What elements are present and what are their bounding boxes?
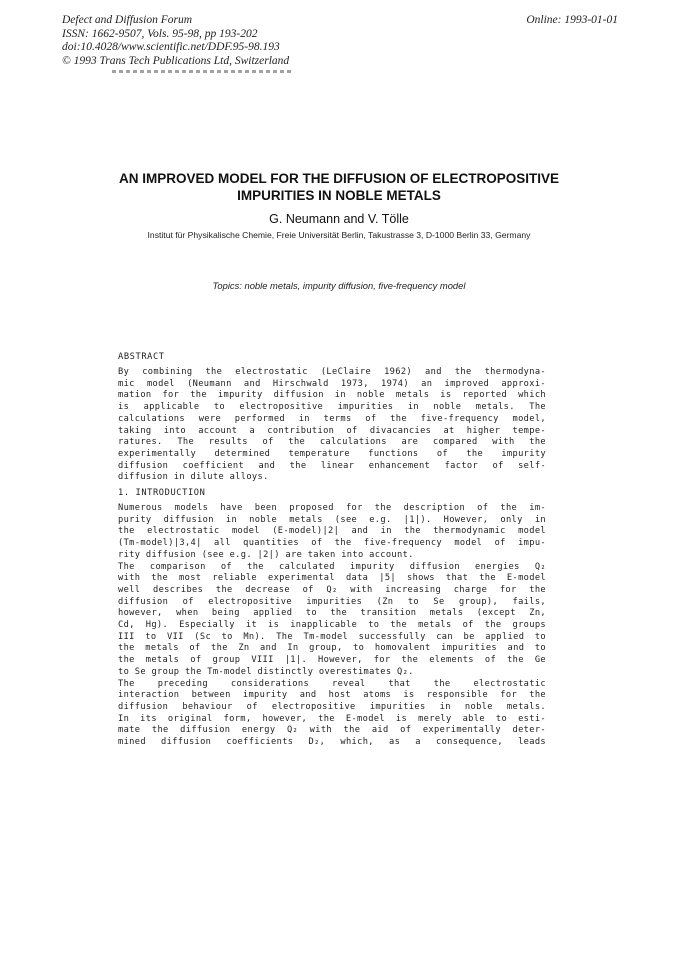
text-line: however, when being applied to the transition metals (except Zn,	[118, 608, 546, 619]
affiliation: Institut für Physikalische Chemie, Freie Universität Berlin, Takustrasse 3, D-1000 Berlin 33, Germany	[147, 230, 531, 240]
copyright-line: © 1993 Trans Tech Publications Ltd, Switzerland	[62, 54, 290, 67]
issn-line: ISSN: 1662-9507, Vols. 95-98, pp 193-202	[62, 27, 258, 40]
text-line: III to VII (Sc to Mn). The Tm-model successfully can be applied to	[118, 631, 546, 642]
text-line: is applicable to electropositive impurities in noble metals. The	[118, 402, 546, 413]
text-line: diffusion in dilute alloys.	[118, 472, 269, 483]
journal-meta	[62, 14, 289, 68]
title-line-2: IMPURITIES IN NOBLE METALS	[237, 188, 441, 203]
topics: Topics: noble metals, impurity diffusion, five-frequency model	[212, 280, 466, 291]
text-line: Cd, Hg). Especially it is inapplicable to the metals of the groups	[118, 620, 546, 631]
paper-title	[100, 170, 578, 204]
text-line: diffusion of electropositive impurities (Zn to Se group), fails,	[118, 596, 546, 607]
introduction-heading: 1. INTRODUCTION	[118, 488, 206, 498]
text-line: The preceding considerations reveal that the electrostatic	[118, 678, 546, 689]
text-line: calculations were performed in terms of the five-frequency model,	[118, 413, 546, 424]
text-line: the metals of group VIII |1|. However, for the elements of the Ge	[118, 655, 546, 666]
text-line: mation for the impurity diffusion in noble metals is reported which	[118, 390, 546, 401]
text-line: purity diffusion in noble metals (see e.g. |1|). However, only in	[118, 514, 546, 525]
text-line: the metals of the Zn and In group, to homovalent impurities and to	[118, 643, 546, 654]
abstract-body	[118, 367, 546, 484]
journal-name: Defect and Diffusion Forum	[62, 14, 192, 26]
introduction-body	[118, 503, 546, 749]
text-line: the electrostatic model (E-model)|2| and in the thermodynamic model	[118, 526, 546, 537]
text-line: diffusion behaviour of electropositive impurities in noble metals.	[118, 701, 546, 712]
text-line: with the most reliable experimental data |5| shows that the E-model	[118, 573, 546, 584]
abstract-heading: ABSTRACT	[118, 352, 165, 362]
text-line: experimentally determined temperature functions of the impurity	[118, 448, 546, 459]
text-line: mate the diffusion energy Q₂ with the aid of experimentally deter-	[118, 725, 546, 736]
text-line: Numerous models have been proposed for the description of the im-	[118, 503, 546, 513]
scan-artifact	[112, 70, 292, 73]
title-line-1: AN IMPROVED MODEL FOR THE DIFFUSION OF ELECTROPOSITIVE	[118, 171, 560, 186]
text-line: ratures. The results of the calculations are compared with the	[118, 437, 546, 448]
text-line: mined diffusion coefficients D₂, which, as a consequence, leads	[118, 737, 546, 748]
text-line: In its original form, however, the E-model is merely able to esti-	[118, 713, 546, 724]
text-line: The comparison of the calculated impurity diffusion energies Q₂	[118, 561, 546, 572]
text-line: (Tm-model)|3,4| all quantities of the five-frequency model of impu-	[118, 538, 546, 549]
text-line: well describes the decrease of Q₂ with increasing charge for the	[118, 584, 546, 595]
text-line: diffusion coefficient and the linear enhancement factor of self-	[118, 460, 546, 471]
doi-line: doi:10.4028/www.scientific.net/DDF.95-98.193	[62, 41, 280, 53]
online-date: Online: 1993-01-01	[526, 14, 618, 26]
text-line: By combining the electrostatic (LeClaire 1962) and the thermodyna-	[118, 367, 546, 377]
text-line: mic model (Neumann and Hirschwald 1973, 1974) an improved approxi-	[118, 378, 546, 389]
text-line: to Se group the Tm-model distinctly overestimates Q₂.	[118, 666, 414, 677]
text-line: taking into account a contribution of divacancies at higher tempe-	[118, 425, 546, 436]
text-line: interaction between impurity and host atoms is responsible for the	[118, 690, 546, 701]
text-line: rity diffusion (see e.g. |2|) are taken into account.	[118, 549, 414, 560]
authors: G. Neumann and V. Tölle	[269, 212, 409, 226]
